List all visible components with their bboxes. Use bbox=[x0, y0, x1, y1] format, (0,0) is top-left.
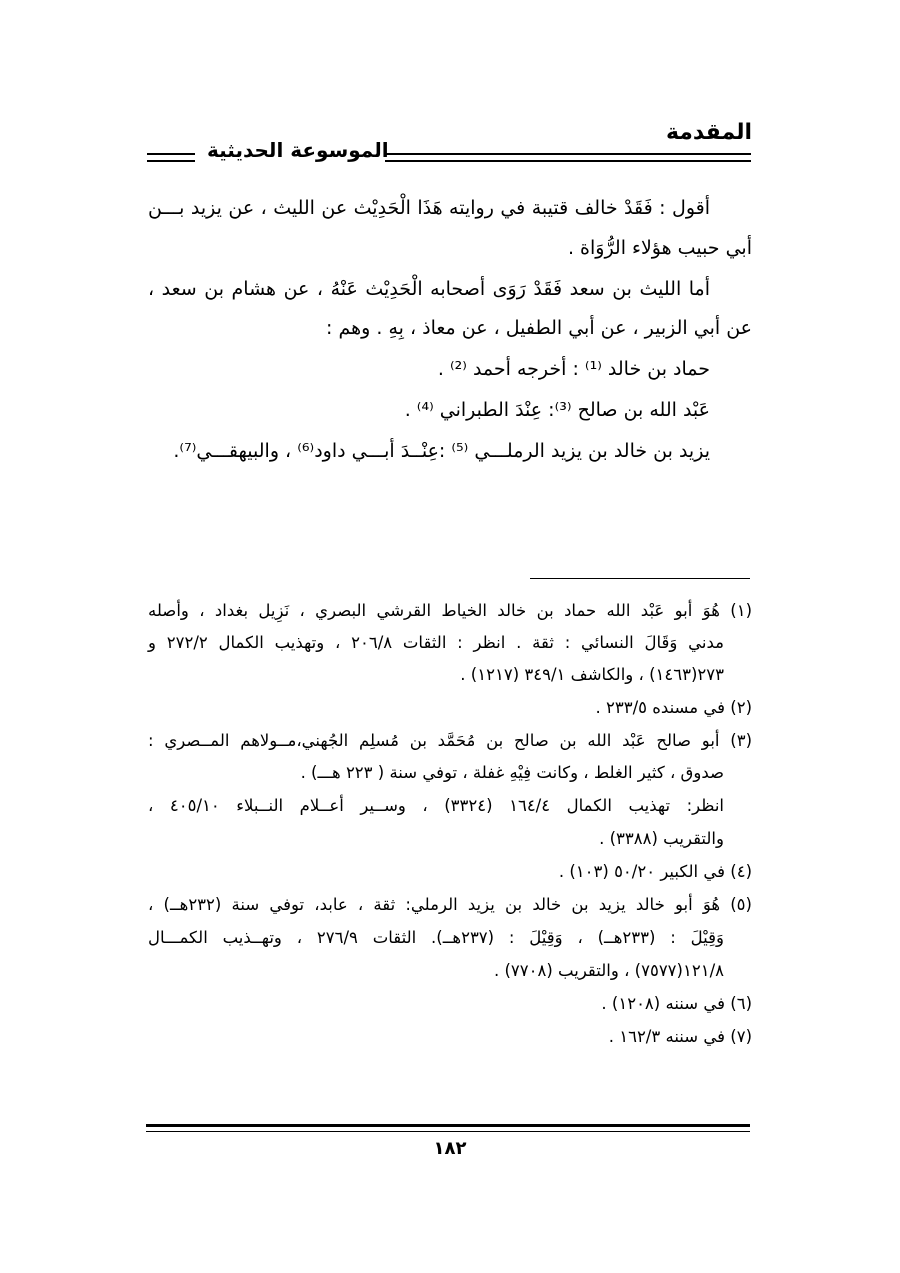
body-line: أقول : فَقَدْ خالف قتيبة في روايته هَذَا الْحَدِيْث عن الليث ، عن يزيد بـــن bbox=[148, 197, 710, 219]
footnote-line: ٢٧٣(١٤٦٣) ، والكاشف ٣٤٩/١ (١٢١٧) . bbox=[460, 665, 724, 684]
footnote-line: مدني وَقَالَ النسائي : ثقة . انظر : الثقات ٢٠٦/٨ ، وتهذيب الكمال ٢٧٢/٢ و bbox=[148, 633, 724, 652]
footnote-line: (٤) في الكبير ٥٠/٢٠ (١٠٣) . bbox=[558, 862, 752, 881]
body-line: عَبْد الله بن صالح ⁽³⁾: عِنْدَ الطبراني ⁽⁴⁾ . bbox=[404, 399, 710, 421]
footnote-line: (٧) في سننه ١٦٢/٣ . bbox=[608, 1027, 752, 1046]
footnote-line: (٢) في مسنده ٢٣٣/٥ . bbox=[595, 698, 752, 717]
footnote-line: (١) هُوَ أبو عَبْد الله حماد بن خالد الخياط القرشي البصري ، نَزِيل بغداد ، وأصله bbox=[148, 601, 752, 620]
body-line: أما الليث بن سعد فَقَدْ رَوَى أصحابه الْحَدِيْث عَنْهُ ، عن هشام بن سعد ، bbox=[148, 278, 710, 300]
footer-rule bbox=[146, 1124, 750, 1132]
footnote-line: والتقريب (٣٣٨٨) . bbox=[599, 829, 724, 848]
book-title: الموسوعة الحديثية bbox=[207, 138, 389, 162]
footnote-line: (٥) هُوَ أبو خالد يزيد بن خالد بن يزيد الرملي: ثقة ، عابد، توفي سنة (٢٣٢هــ) ، bbox=[148, 895, 752, 914]
footnote-line: (٣) أبو صالح عَبْد الله بن صالح بن مُحَمَّد بن مُسلِم الجُهني،مــولاهم المــصري : bbox=[148, 731, 752, 750]
body-line: يزيد بن خالد بن يزيد الرملـــي ⁽⁵⁾ :عِنْــدَ أبـــي داود⁽⁶⁾ ، والبيهقـــي⁽⁷⁾. bbox=[173, 440, 710, 462]
section-title: المقدمة bbox=[665, 120, 752, 145]
page-number: ١٨٢ bbox=[433, 1138, 467, 1159]
body-line: عن أبي الزبير ، عن أبي الطفيل ، عن معاذ ، بِهِ . وهم : bbox=[326, 317, 752, 339]
header-rule-long bbox=[385, 153, 751, 162]
footnote-separator bbox=[530, 578, 750, 579]
body-line: حماد بن خالد ⁽¹⁾ : أخرجه أحمد ⁽²⁾ . bbox=[437, 358, 710, 380]
footnote-line: وَقِيْلَ : (٢٣٣هــ) ، وَقِيْلَ : (٢٣٧هــ). الثقات ٢٧٦/٩ ، وتهــذيب الكمـــال bbox=[148, 928, 724, 947]
footnote-line: ١٢١/٨(٧٥٧٧) ، والتقريب (٧٧٠٨) . bbox=[493, 961, 724, 980]
header-rule-short bbox=[147, 153, 195, 162]
body-line: أبي حبيب هؤلاء الرُّوَاة . bbox=[567, 237, 752, 259]
footnote-line: (٦) في سننه (١٢٠٨) . bbox=[601, 994, 752, 1013]
footnote-line: صدوق ، كثير الغلط ، وكانت فِيْهِ غفلة ، توفي سنة ( ٢٢٣ هـــ) . bbox=[300, 763, 724, 782]
footnote-line: انظر: تهذيب الكمال ١٦٤/٤ (٣٣٢٤) ، وســير أعــلام النــبلاء ٤٠٥/١٠ ، bbox=[148, 796, 724, 815]
